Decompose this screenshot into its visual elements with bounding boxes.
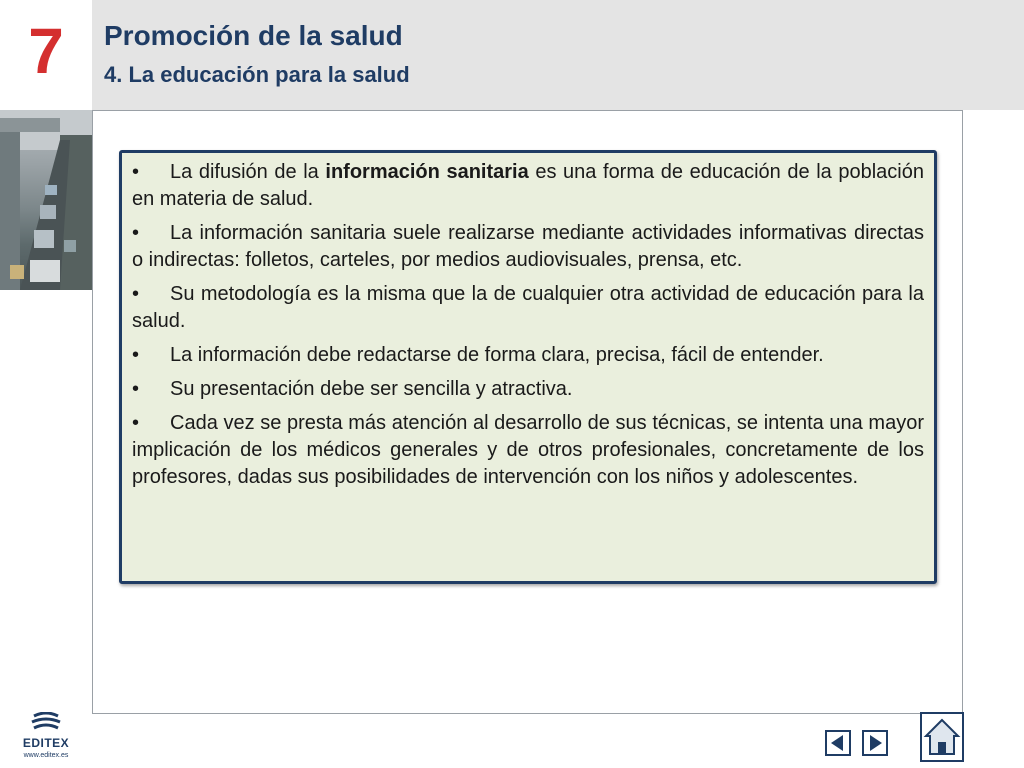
bullet-text: Su presentación debe ser sencilla y atractiva.	[170, 378, 573, 400]
editex-logo	[14, 712, 78, 764]
triangle-left-icon	[827, 732, 849, 754]
traffic-photo-illustration	[0, 110, 92, 290]
bullet-item	[132, 159, 924, 213]
bullet-mark: •	[132, 222, 140, 244]
bullet-text: Su metodología es la misma que la de cualquier otra actividad de educación para la salud.	[132, 283, 924, 332]
bullet-mark: •	[132, 412, 140, 434]
logo-text: EDITEX	[22, 736, 70, 750]
traffic-photo	[0, 110, 92, 290]
bullet-bold-text: información sanitaria	[325, 161, 529, 183]
editex-logo-icon	[14, 712, 78, 736]
bullet-item	[132, 376, 924, 403]
bullet-mark: •	[132, 283, 140, 305]
previous-slide-button[interactable]	[825, 730, 851, 756]
chapter-badge	[0, 0, 92, 110]
slide-title: Promoción de la salud	[104, 20, 403, 51]
bullet-mark: •	[132, 344, 140, 366]
bullet-item	[132, 342, 924, 369]
chapter-number: 7	[28, 15, 64, 87]
home-icon	[922, 714, 962, 760]
bullet-text: Cada vez se presta más atención al desarrollo de sus técnicas, se intenta una mayor implicación de los médicos generales y de otros profesionales, concretamente de los profesores, dadas sus posibilidades de intervención con los niños y adolescentes.	[132, 412, 924, 488]
triangle-right-icon	[864, 732, 886, 754]
next-slide-button[interactable]	[862, 730, 888, 756]
logo-url: www.editex.es	[23, 752, 69, 759]
slide-subtitle: 4. La educación para la salud	[104, 62, 410, 87]
bullet-mark: •	[132, 378, 140, 400]
bullet-item	[132, 281, 924, 335]
bullet-text: es una forma de educación de la población en materia de salud.	[132, 161, 924, 210]
bullet-mark: •	[132, 161, 140, 183]
bullet-text: La información debe redactarse de forma clara, precisa, fácil de entender.	[170, 344, 824, 366]
slide-header	[0, 0, 1024, 110]
home-button[interactable]	[920, 712, 964, 762]
info-text-box	[119, 150, 937, 584]
bullet-text: La difusión de la	[170, 161, 326, 183]
bullet-text: La información sanitaria suele realizarse mediante actividades informativas directas o indirectas: folletos, carteles, por medios audiovisuales, prensa, etc.	[132, 222, 924, 271]
bullet-item	[132, 410, 924, 491]
bullet-item	[132, 220, 924, 274]
